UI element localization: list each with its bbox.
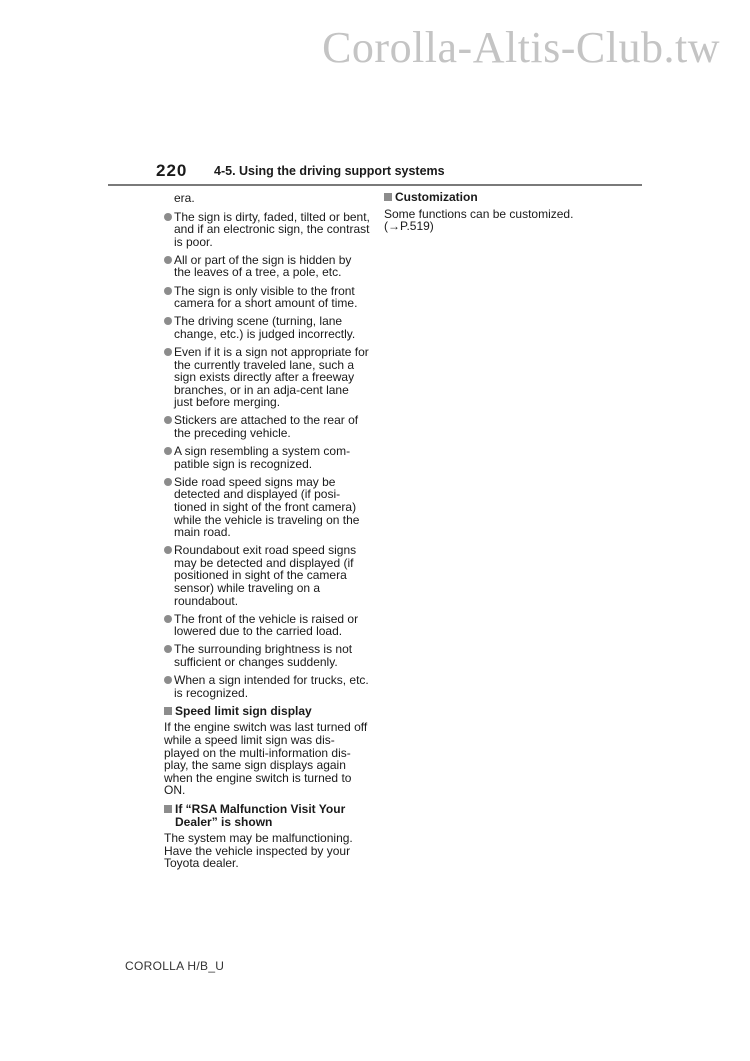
list-item-text: Even if it is a sign not appropriate for the currently traveled lane, such a sign exists directly after a freeway branches, or in an adja-cent lane just before merging.	[174, 344, 369, 410]
list-item	[164, 211, 370, 249]
bullet-dot-icon	[164, 348, 172, 356]
page-footer: COROLLA H/B_U	[125, 959, 225, 973]
square-bullet-icon	[164, 805, 172, 813]
rsa-malfunction-heading	[164, 803, 370, 828]
list-item	[164, 643, 370, 668]
list-item	[164, 445, 370, 470]
speed-limit-heading	[164, 705, 370, 718]
condition-list	[164, 211, 370, 700]
square-bullet-icon	[384, 193, 392, 201]
list-item	[164, 674, 370, 699]
list-item	[164, 613, 370, 638]
speed-limit-heading-text: Speed limit sign display	[175, 703, 312, 718]
list-item-text: Roundabout exit road speed signs may be detected and displayed (if positioned in sight of the camera sensor) while traveling on a roundabout.	[174, 543, 357, 608]
list-item	[164, 346, 370, 409]
section-title: 4-5. Using the driving support systems	[214, 164, 445, 178]
bullet-dot-icon	[164, 317, 172, 325]
continuation-text: era.	[174, 191, 195, 205]
bullet-dot-icon	[164, 645, 172, 653]
list-item-text: The surrounding brightness is not sufficient or changes suddenly.	[174, 642, 353, 669]
page-number: 220	[156, 161, 188, 180]
bullet-dot-icon	[164, 546, 172, 554]
list-item	[164, 476, 370, 539]
right-column	[384, 191, 596, 239]
list-item	[164, 254, 370, 279]
customization-heading-text: Customization	[395, 190, 478, 204]
bullet-dot-icon	[164, 256, 172, 264]
list-item-text: The front of the vehicle is raised or lowered due to the carried load.	[174, 611, 359, 639]
bullet-dot-icon	[164, 447, 172, 455]
speed-limit-paragraph: If the engine switch was last turned off while a speed limit sign was dis-played on the multi-information dis-play, the same sign displays again when the engine switch is turned to ON.	[164, 720, 368, 798]
list-item-text: The sign is only visible to the front camera for a short amount of time.	[174, 283, 358, 311]
bullet-dot-icon	[164, 615, 172, 623]
list-item	[164, 285, 370, 310]
list-item-text: Side road speed signs may be detected and displayed (if posi-tioned in sight of the front camera) while the vehicle is traveling on the main road.	[174, 474, 360, 540]
bullet-dot-icon	[164, 676, 172, 684]
bullet-dot-icon	[164, 478, 172, 486]
customization-paragraph: Some functions can be customized. (→P.519)	[384, 206, 574, 234]
left-column	[164, 192, 370, 876]
rsa-malfunction-heading-text: If “RSA Malfunction Visit Your Dealer” is shown	[175, 801, 346, 829]
square-bullet-icon	[164, 707, 172, 715]
bullet-dot-icon	[164, 213, 172, 221]
list-item-text: All or part of the sign is hidden by the leaves of a tree, a pole, etc.	[174, 252, 352, 280]
bullet-dot-icon	[164, 287, 172, 295]
list-item	[164, 315, 370, 340]
rsa-malfunction-paragraph: The system may be malfunctioning. Have the vehicle inspected by your Toyota dealer.	[164, 831, 353, 871]
list-item-text: The driving scene (turning, lane change, etc.) is judged incorrectly.	[174, 314, 356, 341]
list-item-text: A sign resembling a system com-patible sign is recognized.	[174, 444, 351, 471]
list-item	[164, 544, 370, 607]
page-header	[108, 158, 642, 186]
customization-heading	[384, 191, 596, 204]
list-item	[164, 414, 370, 439]
list-item-text: The sign is dirty, faded, tilted or bent, and if an electronic sign, the contrast is poor.	[174, 209, 370, 249]
list-item-text: When a sign intended for trucks, etc. is recognized.	[174, 673, 369, 700]
list-item-text: Stickers are attached to the rear of the preceding vehicle.	[174, 413, 359, 440]
watermark: Corolla-Altis-Club.tw	[322, 23, 720, 72]
bullet-dot-icon	[164, 416, 172, 424]
